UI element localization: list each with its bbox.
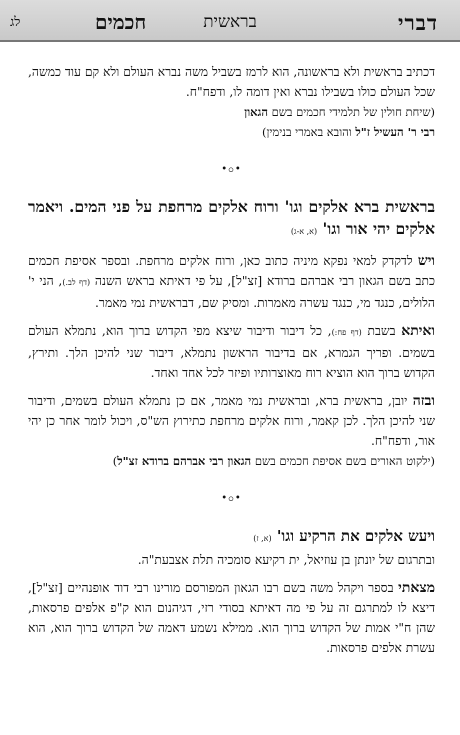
header-title-right: דברי [397,10,438,35]
section1-p3-text: יובן, בראשית ברא, ובראשית נמי מאמר, אם כן נתמלא העולם בשמים, ודיבור שני להיכן הלך. לכן קאמר, ורוח אלקים מרחפת כתירוץ הש"ס, ויכול לומר אחר כן יהי אור, ודפח"ח. [28,394,435,448]
section2-verse [28,525,435,550]
page-body [28,62,435,658]
section2-p1-lead: מצאתי [398,580,435,596]
section1-p1-lead: ויש [417,253,435,269]
block1-source-text: (שיחת חולין של תלמידי חכמים בשם [267,105,435,119]
section2-p1-text: בספר ויקהל משה בשם רבו הגאון המפורסם מורינו רבי דוד אופנהיים [זצ"ל], דיצא לו למתרגם זה על פי מה דאיתא בסודי רזי, דגיהנום הוא ק"פ אלפים פרסאות, שהן ח"י אמות של הקדוש ברוך הוא. ממילא נשמע דאמה של הקדוש ברוך הוא, הוא עשרת אלפים פרסאות. [28,581,435,655]
section2-verse-ref: (א, ז) [253,534,272,543]
section1-p2-text: בשבת [361,324,402,338]
section1-p1-text: לדקדק למאי נפקא מיניה כתוב כאן, ורוח אלקים מרחפת. ובספר אסיפת חכמים כתב בשם הגאון רבי אברהם ברודא [זצ"ל], על פי דאיתא בראש השנה [28,254,435,288]
page-header [0,0,460,42]
section1-p1-ref: (דף לב.) [62,278,91,287]
section1-source [28,451,435,471]
section1-verse-text: בראשית ברא אלקים וגו' ורוח אלקים מרחפת על פני המים. ויאמר אלקים יהי אור וגו' [28,197,435,238]
section1-paragraph-1 [28,251,435,313]
section1-p3-lead: ובזה [412,393,435,409]
page-number: לג [10,15,21,30]
block1-source-end: והובא באמרי בנימין) [261,125,356,139]
section2-verse-text: ויעש אלקים את הרקיע וגו' [276,527,435,545]
section1-source-end: ) [112,454,118,468]
header-title-left: חכמים [95,10,147,34]
section1-source-text: (ילקוט האורים בשם אסיפת חכמים בשם [251,454,435,468]
section1-verse [28,196,435,243]
section2-subtitle: ובתרגום של יונתן בן עוזיאל, ית רקיעא סומכיה תלת אצבעת"ה. [137,553,435,567]
section1-verse-ref: (א, א-ג) [290,227,318,236]
section-separator: •ဝ• [221,164,242,175]
section1-paragraph-3 [28,391,435,451]
section1-source-bold: הגאון רבי אברהם ברודא זצ"ל [117,454,252,468]
header-title-mid: בראשית [203,12,257,32]
block1-source-rabbi: רבי ר' העשיל ז"ל [355,125,435,139]
block1-source [28,102,435,142]
section-separator-2: •ဝ• [221,493,242,504]
section1-p2-ref: (דף פח:) [331,328,362,337]
section1-p2-text2: , כל דיבור ודיבור שיצא מפי הקדוש ברוך הוא, נתמלא העולם בשמים. ופריך הגמרא, אם בדיבור הראשון נתמלא, דיבור שני להיכן הלך. ותירץ, הקדוש ברוך הוא הוציא רוח מאוצרותיו ופיזר לכל אחד ואחד. [28,324,435,380]
section1-p1-text2: , הני י' הלולים, כנגד מי, כנגד עשרה מאמרות. ומסיק שם, דבראשית נמי מאמר. [28,274,435,310]
section1-p2-lead: ואיתא [401,323,435,339]
block1-paragraph: דכתיב בראשית ולא בראשונה, הוא לרמז בשביל משה נברא העולם ולא קם עוד כמשה, שכל העולם כולו בשבילו נברא ואין דומה לו, ודפח"ח. [28,65,435,99]
section1-paragraph-2 [28,321,435,383]
section2-paragraph-1 [28,578,435,658]
block1-source-bold: הגאון [244,105,268,119]
